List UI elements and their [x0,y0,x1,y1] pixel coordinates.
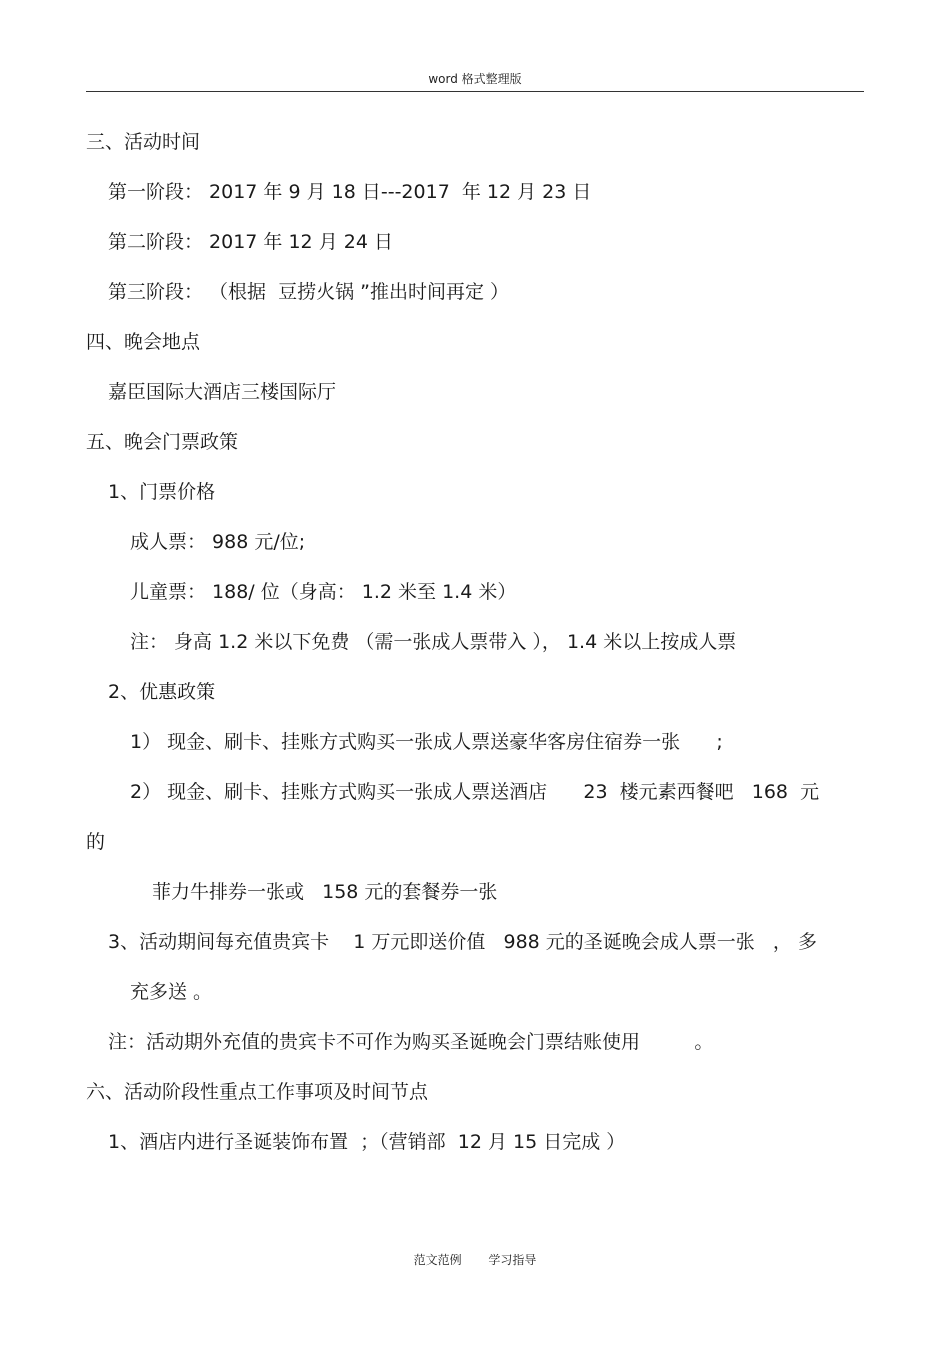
header-rule [86,91,864,92]
section-6-heading: 六、活动阶段性重点工作事项及时间节点 [86,1081,429,1103]
venue-line: 嘉臣国际大酒店三楼国际厅 [108,381,337,403]
section-3-heading: 三、活动时间 [86,131,201,153]
task-1-line: 1、酒店内进行圣诞装饰布置 ；（营销部 12 月 15 日完成 ） [108,1131,626,1153]
recharge-offer-cont: 充多送 。 [130,981,213,1003]
phase-3-line: 第三阶段： （根据 豆捞火锅 ”推出时间再定 ） [108,281,510,303]
recharge-note-line: 注：活动期外充值的贵宾卡不可作为购买圣诞晚会门票结账使用 。 [108,1031,714,1053]
recharge-offer-line: 3、活动期间每充值贵宾卡 1 万元即送价值 988 元的圣诞晚会成人票一张 ， 多 [108,931,817,953]
section-5-heading: 五、晚会门票政策 [86,431,239,453]
ticket-price-heading: 1、门票价格 [108,481,216,503]
discount-heading: 2、优惠政策 [108,681,216,703]
phase-2-line: 第二阶段： 2017 年 12 月 24 日 [108,231,393,253]
adult-ticket-line: 成人票： 988 元/位; [130,531,306,553]
section-4-heading: 四、晚会地点 [86,331,201,353]
phase-1-line: 第一阶段： 2017 年 9 月 18 日---2017 年 12 月 23 日 [108,181,592,203]
discount-item-2-wrap: 的 [86,831,106,853]
discount-item-2: 2） 现金、刷卡、挂账方式购买一张成人票送酒店 23 楼元素西餐吧 168 元 [130,781,820,803]
child-ticket-line: 儿童票： 188/ 位（身高： 1.2 米至 1.4 米） [130,581,517,603]
page-footer: 范文范例 学习指导 [413,1253,537,1267]
discount-item-1: 1） 现金、刷卡、挂账方式购买一张成人票送豪华客房住宿券一张 ; [130,731,723,753]
page-header: word 格式整理版 [428,72,522,86]
ticket-note-line: 注： 身高 1.2 米以下免费 （需一张成人票带入 ）， 1.4 米以上按成人票 [130,631,737,653]
discount-item-2-cont: 菲力牛排券一张或 158 元的套餐券一张 [152,881,498,903]
